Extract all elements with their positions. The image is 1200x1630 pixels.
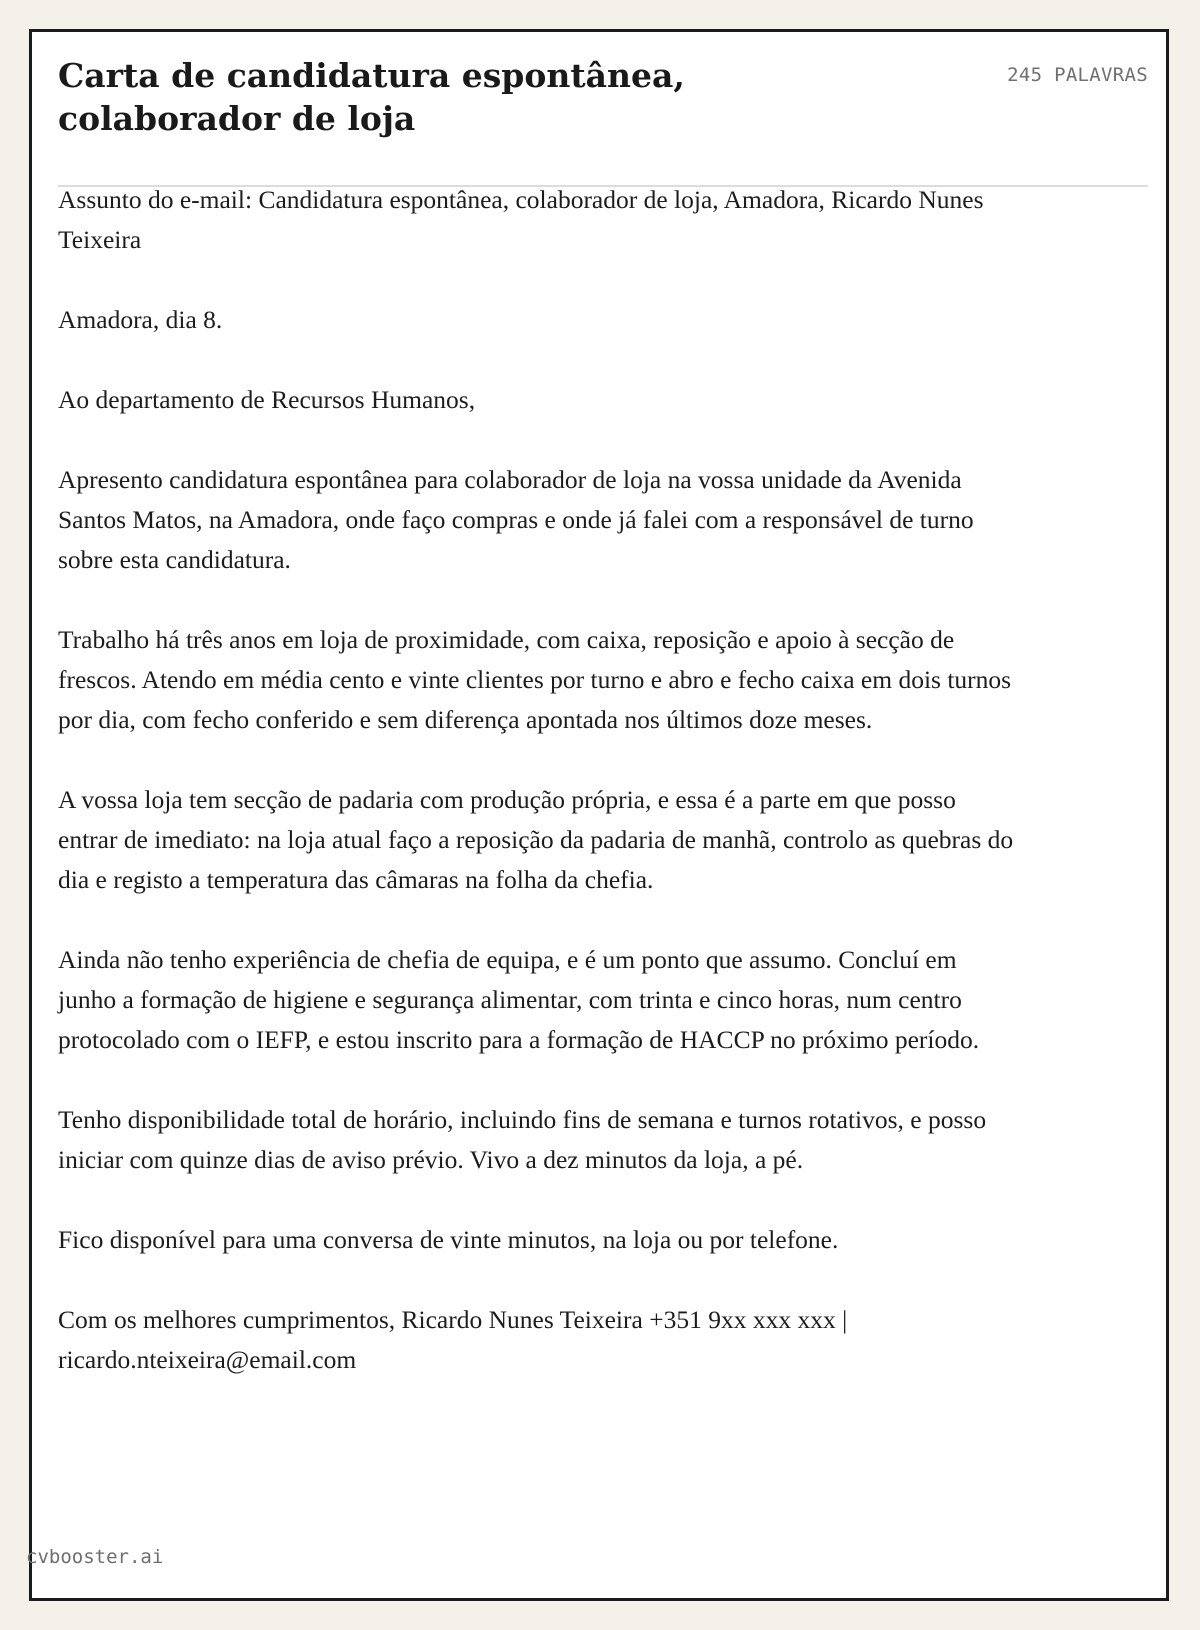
letter-signature: Com os melhores cumprimentos, Ricardo Nunes Teixeira +351 9xx xxx xxx | ricardo.nteixeira@email.com [58,1305,848,1374]
letter-paragraph: Ainda não tenho experiência de chefia de equipa, e é um ponto que assumo. Concluí em junho a formação de higiene e segurança alimentar, com trinta e cinco horas, num centro protocolado com o IEFP, e estou inscrito para a formação de HACCP no próximo período. [58,945,980,1054]
letter-paragraph: Fico disponível para uma conversa de vinte minutos, na loja ou por telefone. [58,1225,839,1254]
page-title: Carta de candidatura espontânea, colaborador de loja [58,56,685,138]
letter-paragraph: A vossa loja tem secção de padaria com produção própria, e essa é a parte em que posso entrar de imediato: na loja atual faço a reposição da padaria de manhã, controlo as quebras do dia e registo a temperatura das câmaras na folha da chefia. [58,785,1014,894]
letter-paragraph: Apresento candidatura espontânea para colaborador de loja na vossa unidade da Avenida Santos Matos, na Amadora, onde faço compras e onde já falei com a responsável de turno sobre esta candidatura. [58,465,974,574]
letter-header [58,54,1148,187]
letter-body [58,180,1018,1420]
email-subject: Assunto do e-mail: Candidatura espontânea, colaborador de loja, Amadora, Ricardo Nunes Teixeira [58,185,984,254]
letter-paragraph: Tenho disponibilidade total de horário, incluindo fins de semana e turnos rotativos, e posso iniciar com quinze dias de aviso prévio. Vivo a dez minutos da loja, a pé. [58,1105,987,1174]
letter-card [29,29,1169,1601]
letter-date: Amadora, dia 8. [58,305,223,334]
letter-salutation: Ao departamento de Recursos Humanos, [58,385,476,414]
word-count-badge: 245 PALAVRAS [1007,64,1148,86]
footer-brand: cvbooster.ai [26,1546,164,1568]
letter-paragraph: Trabalho há três anos em loja de proximidade, com caixa, reposição e apoio à secção de frescos. Atendo em média cento e vinte clientes por turno e abro e fecho caixa em dois turnos por dia, com fecho conferido e sem diferença apontada nos últimos doze meses. [58,625,1012,734]
